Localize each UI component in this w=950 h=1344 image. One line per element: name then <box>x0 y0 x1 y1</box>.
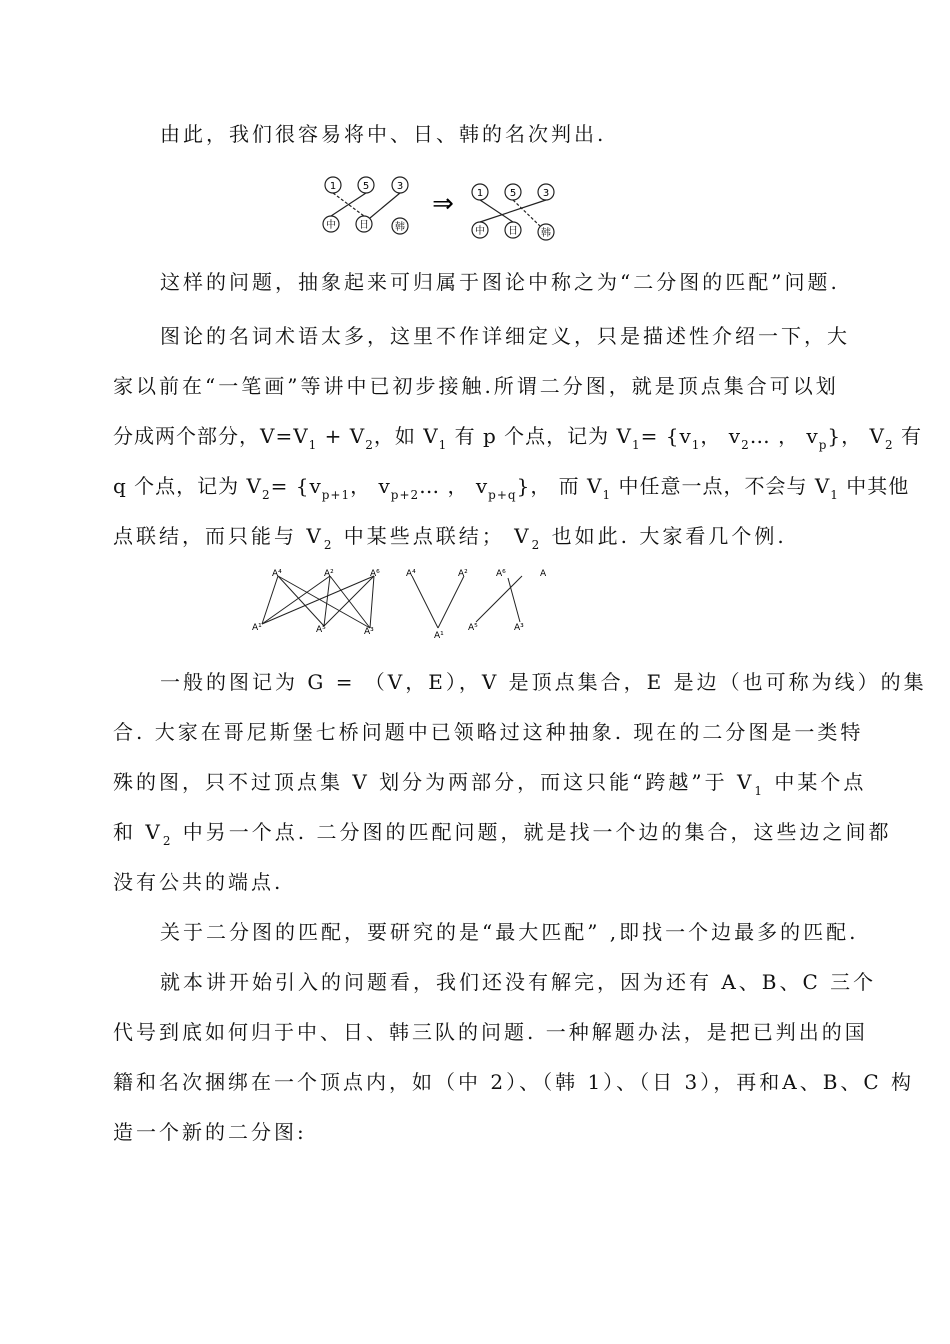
country-label: 韩 <box>395 222 405 233</box>
bipartite-examples-figure <box>250 566 570 642</box>
vertex-label: A² <box>458 569 468 579</box>
country-label: 日 <box>508 226 518 237</box>
paragraph-6-line-2: 代号到底如何归于中、日、韩三队的问题. 一种解题办法，是把已判出的国 <box>113 1020 868 1044</box>
paragraph-4-line-1: 一般的图记为 G = （V，E），V 是顶点集合，E 是边（也可称为线）的集 <box>160 670 927 694</box>
paragraph-6-line-3: 籍和名次捆绑在一个顶点内，如（中 2）、（韩 1）、（日 3），再和A、B、C 构 <box>113 1070 915 1094</box>
implies-arrow-icon: ⇒ <box>432 189 454 219</box>
rank-label: 1 <box>329 181 337 192</box>
paragraph-4-line-3: 殊的图，只不过顶点集 V 划分为两部分，而这只能“跨越”于 $V_1$ 中某个点 <box>113 770 867 798</box>
vertex-label: A³ <box>514 623 524 633</box>
paragraph-6-line-4: 造一个新的二分图: <box>113 1120 307 1144</box>
rank-label: 3 <box>542 188 550 199</box>
paragraph-5: 关于二分图的匹配，要研究的是“最大匹配” ,即找一个边最多的匹配. <box>160 920 859 944</box>
paragraph-3-line-3: 分成两个部分，$V=V_1 + V_2$，如 $V_1$ 有 p 个点，记为 $V_1= \{v_1$， $v_2\dots$ ， $v_p$}， $V_2$ 有 <box>113 424 922 452</box>
ranking-figure <box>318 172 563 244</box>
vertex-label: A¹ <box>252 623 262 633</box>
paragraph-4-line-2: 合. 大家在哥尼斯堡七桥问题中已领略过这种抽象. 现在的二分图是一类特 <box>113 720 864 744</box>
vertex-label: A¹ <box>434 631 444 641</box>
rank-label: 3 <box>396 181 404 192</box>
paragraph-3-line-5: 点联结，而只能与 $V_2$ 中某些点联结； $V_2$ 也如此. 大家看几个例. <box>113 524 787 552</box>
country-label: 中 <box>475 226 485 237</box>
bipartite-example-right <box>412 576 522 628</box>
vertex-label: A⁴ <box>272 569 282 579</box>
paragraph-1: 由此，我们很容易将中、日、韩的名次判出. <box>160 122 607 146</box>
vertex-label: A² <box>324 569 334 579</box>
country-label: 韩 <box>541 228 551 239</box>
paragraph-3-line-1: 图论的名词术语太多，这里不作详细定义，只是描述性介绍一下，大 <box>160 324 850 348</box>
bipartite-example-left <box>262 576 374 628</box>
vertex-label: A⁵ <box>316 625 326 635</box>
paragraph-2: 这样的问题，抽象起来可归属于图论中称之为“二分图的匹配”问题. <box>160 270 840 294</box>
vertex-label: A⁶ <box>496 569 506 579</box>
vertex-label: A <box>540 569 547 579</box>
vertex-label: A⁵ <box>468 623 478 633</box>
rank-label: 1 <box>476 188 484 199</box>
vertex-label: A⁴ <box>406 569 416 579</box>
vertex-label: A³ <box>364 627 374 637</box>
country-label: 中 <box>326 220 336 231</box>
country-label: 日 <box>359 220 369 231</box>
paragraph-3-line-4: q 个点，记为 $V_2= \{v_{p+1}$， $v_{p+2}\dots$ ， $v_{p+q}$}， 而 $V_1$ 中任意一点，不会与 $V_1$ 中其他 <box>113 474 910 502</box>
rank-label: 5 <box>509 188 517 199</box>
paragraph-4-line-4: 和 $V_2$ 中另一个点. 二分图的匹配问题，就是找一个边的集合，这些边之间都 <box>113 820 892 848</box>
rank-label: 5 <box>362 181 370 192</box>
paragraph-4-line-5: 没有公共的端点. <box>113 870 284 894</box>
paragraph-6-line-1: 就本讲开始引入的问题看，我们还没有解完，因为还有 A、B、C 三个 <box>160 970 877 994</box>
paragraph-3-line-2: 家以前在“一笔画”等讲中已初步接触.所谓二分图，就是顶点集合可以划 <box>113 374 839 398</box>
vertex-label: A⁶ <box>370 569 380 579</box>
